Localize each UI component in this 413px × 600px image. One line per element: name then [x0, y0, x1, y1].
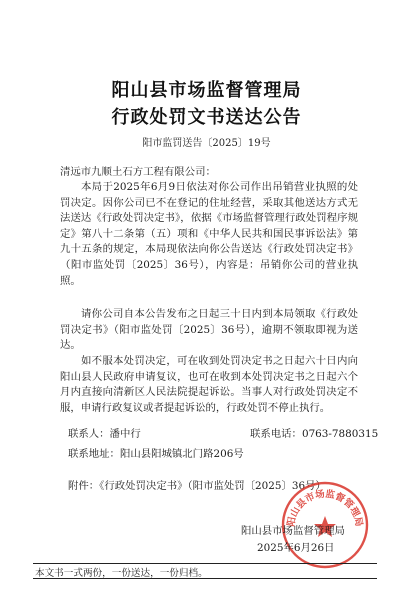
footer-rule-top — [33, 563, 377, 564]
page-title: 阳山县市场监督管理局 — [111, 80, 302, 101]
paragraph-appeal: 如不服本处罚决定，可在收到处罚决定书之日起六十日内向阳山县人民政府申请复议，也可在收到本处罚决定书之日起六个月内直接向清新区人民法院提起诉讼。当事人对行政处罚决定不服，申请行政复议或者提起诉讼的，行政处罚不停止执行。 — [60, 355, 358, 414]
paragraph-collection: 请你公司自本公告发布之日起三十日内到本局领取《行政处罚决定书》（阳市监处罚〔2025〕36号），逾期不领取即视为送达。 — [60, 308, 358, 352]
issuer-name: 阳山县市场监督管理局 — [241, 525, 345, 537]
footer-note: 本文书一式两份，一份送达，一份归档。 — [35, 568, 208, 579]
svg-text:阳山县市场监督管理局: 阳山县市场监督管理局 — [285, 488, 365, 528]
contact-phone: 联系电话：0763-7880315 — [250, 428, 379, 440]
issue-date: 2025年6月26日 — [257, 542, 335, 554]
paragraph-decision: 本局于2025年6月9日依法对你公司作出吊销营业执照的处罚决定。因你公司已不在登记的住址经营，采取其他送达方式无法送达《行政处罚决定书》，依据《市场监督管理行政处罚程序规定》第八十二条第（五）项和《中华人民共和国民事诉讼法》第九十五条的规定，本局现依法向你公告送达《行政处罚决定书》（阳市监处罚〔2025〕36号），内容是：吊销你公司的营业执照。 — [60, 181, 358, 287]
contact-address: 联系地址：阳山县阳城镇北门路206号 — [68, 448, 244, 460]
document-number: 阳市监罚送告〔2025〕19号 — [142, 138, 271, 149]
contact-person: 联系人：潘中行 — [68, 428, 141, 440]
page-subtitle: 行政处罚文书送达公告 — [111, 107, 302, 128]
attachment-line: 附件：《行政处罚决定书》（阳市监处罚〔2025〕36号） — [68, 480, 326, 492]
addressee: 清远市九顺土石方工程有限公司： — [60, 166, 216, 178]
footer-rule-bottom — [33, 578, 377, 579]
